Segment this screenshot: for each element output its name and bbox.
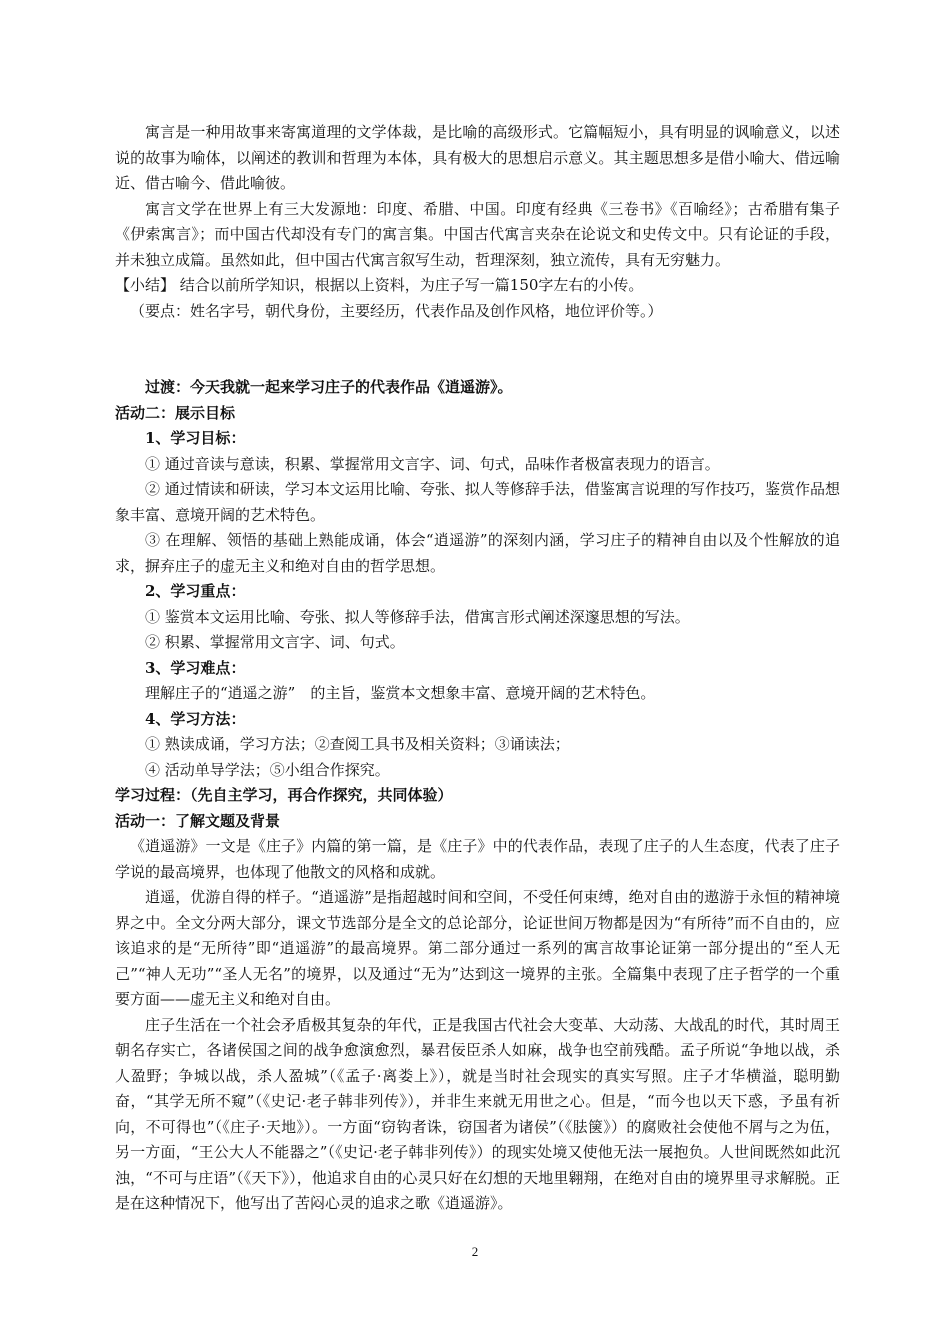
method-item: ① 熟读成诵，学习方法；②查阅工具书及相关资料；③诵读法；: [145, 735, 570, 753]
difficulty-title: 3、学习难点：: [145, 658, 246, 677]
fable-origins-paragraph: 寓言文学在世界上有三大发源地：印度、希腊、中国。印度有经典《三卷书》《百喻经》；古希腊有集子《伊索寓言》；而中国古代却没有专门的寓言集。中国古代寓言夹杂在论说文和史传文中。只有论证的手段，并未独立成篇。虽然如此，但中国古代寓言叙写生动，哲理深刻，独立流传，具有无穷魅力。: [115, 199, 840, 269]
background-paragraph: 庄子生活在一个社会矛盾极其复杂的年代，正是我国古代社会大变革、大动荡、大战乱的时代，其时周王朝名存实亡，各诸侯国之间的战争愈演愈烈，暴君佞臣杀人如麻，战争也空前残酷。孟子所说“争地以战，杀人盈野；争城以战，杀人盈城”（《孟子·离娄上》），就是当时社会现实的真实写照。庄子才华横溢，聪明勤奋，“其学无所不窥”（《史记·老子韩非列传》），并非生来就无用世之心。但是，“而今也以天下惑，予虽有祈向，不可得也”（《庄子·天地》）。一方面“窃钩者诛，窃国者为诸侯”（《胠箧》）的腐败社会使他不屑与之为伍，另一方面，“王公大人不能器之”（《史记·老子韩非列传》）的现实处境又使他无法一展抱负。人世间既然如此沉浊，“不可与庄语”（《天下》），他追求自由的心灵只好在幻想的天地里翱翔，在绝对自由的境界里寻求解脱。正是在这种情况下，他写出了苦闷心灵的追求之歌《逍遥游》。: [115, 1015, 840, 1212]
method-item: ④ 活动单导学法；⑤小组合作探究。: [145, 760, 390, 779]
key-point-item: ② 积累、掌握常用文言字、词、句式。: [145, 633, 405, 651]
goals-title: 1、学习目标：: [145, 429, 246, 447]
summary-task: 【小结】 结合以前所学知识，根据以上资料，为庄子写一篇150字左右的小传。: [115, 276, 644, 294]
method-title: 4、学习方法：: [145, 709, 246, 728]
key-points-title: 2、学习重点：: [145, 582, 246, 600]
background-paragraph: 《逍遥游》一文是《庄子》内篇的第一篇，是《庄子》中的代表作品，表现了庄子的人生态度，代表了庄子学说的最高境界，也体现了他散文的风格和成就。: [115, 837, 840, 881]
goal-item: ② 通过情读和研读，学习本文运用比喻、夸张、拟人等修辞手法，借鉴寓言说理的写作技巧，鉴赏作品想象丰富、意境开阔的艺术特色。: [115, 480, 840, 524]
summary-note: （要点：姓名字号，朝代身份，主要经历，代表作品及创作风格，地位评价等。）: [130, 301, 663, 320]
process-heading: 学习过程：（先自主学习，再合作探究，共同体验）: [115, 786, 453, 804]
section-gap: [115, 324, 840, 375]
transition-line: 过渡：今天我就一起来学习庄子的代表作品《逍遥游》。: [145, 378, 513, 396]
goal-item: ③ 在理解、领悟的基础上熟能成诵，体会“逍遥游”的深刻内涵，学习庄子的精神自由以及个性解放的追求，摒弃庄子的虚无主义和绝对自由的哲学思想。: [115, 531, 840, 575]
difficulty-text: 理解庄子的“逍遥之游” 的主旨，鉴赏本文想象丰富、意境开阔的艺术特色。: [145, 684, 656, 702]
goal-item: ① 通过音读与意读，积累、掌握常用文言字、词、句式，品味作者极富表现力的语言。: [145, 454, 720, 473]
activity2-heading: 活动二：展示目标: [115, 403, 236, 422]
fable-intro-paragraph: 寓言是一种用故事来寄寓道理的文学体裁，是比喻的高级形式。它篇幅短小，具有明显的讽喻意义，以述说的故事为喻体，以阐述的教训和哲理为本体，具有极大的思想启示意义。其主题思想多是借小喻大、借远喻近、借古喻今、借此喻彼。: [115, 123, 840, 192]
page-number: 2: [471, 1244, 479, 1259]
background-paragraph: 逍遥，优游自得的样子。“逍遥游”是指超越时间和空间，不受任何束缚，绝对自由的遨游于永恒的精神境界之中。全文分两大部分，课文节选部分是全文的总论部分，论证世间万物都是因为“有所待”而不自由的，应该追求的是“无所待”即“逍遥游”的最高境界。第二部分通过一系列的寓言故事论证第一部分提出的“至人无己”“神人无功”“圣人无名”的境界，以及通过“无为”达到这一境界的主张。全篇集中表现了庄子哲学的一个重要方面——虚无主义和绝对自由。: [115, 888, 840, 1008]
document-page: [115, 120, 840, 1217]
activity1-heading: 活动一：了解文题及背景: [115, 811, 281, 830]
key-point-item: ① 鉴赏本文运用比喻、夸张、拟人等修辞手法，借寓言形式阐述深邃思想的写法。: [145, 607, 690, 626]
